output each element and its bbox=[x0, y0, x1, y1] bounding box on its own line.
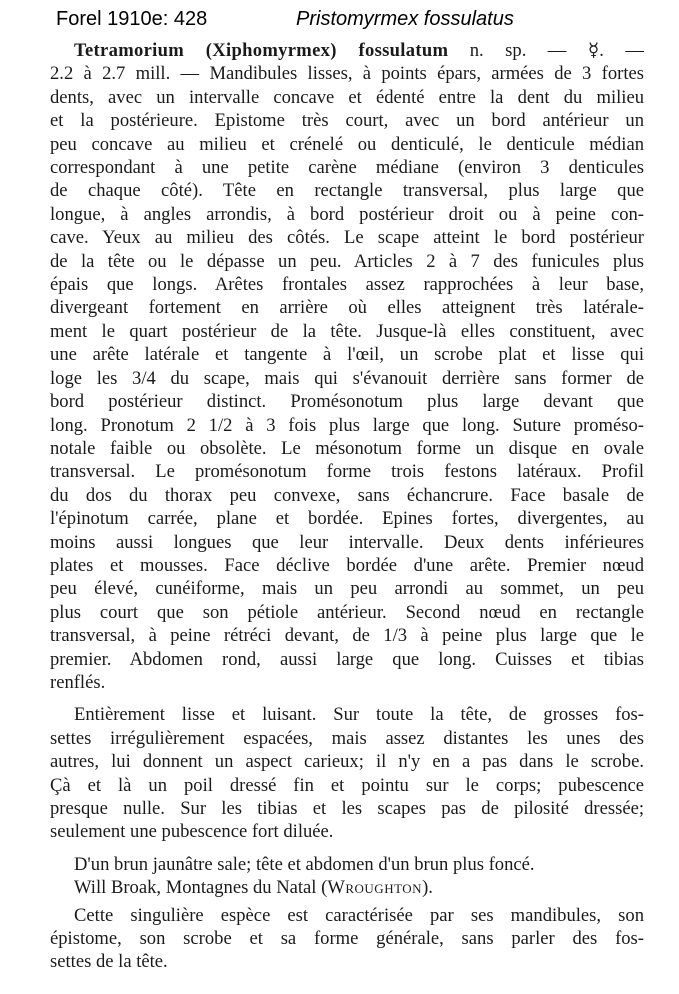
text-line: Entièrement lisse et luisant. Sur toute la tête, de grosses fos- bbox=[74, 704, 644, 726]
text-body bbox=[50, 39, 644, 974]
text-line: transversal, à peine rétréci devant, de 1/3 à peine plus large que le bbox=[50, 625, 644, 647]
text-line: épistome, son scrobe et sa forme générale, sans parler des fos- bbox=[50, 928, 644, 950]
text-line: l'épinotum carrée, plane et bordée. Epines fortes, divergentes, au bbox=[50, 508, 644, 530]
locality-paragraph bbox=[50, 876, 644, 899]
species-name: Pristomyrmex fossulatus bbox=[296, 8, 514, 30]
locality-text: Will Broak, Montagnes du Natal ( bbox=[74, 877, 328, 899]
citation: Forel 1910e: 428 bbox=[56, 8, 208, 30]
locality-close: ). bbox=[422, 877, 433, 899]
text-line: loge les 3/4 du scape, mais qui s'évanouit derrière sans former de bbox=[50, 367, 644, 389]
text-line: settes de la tête. bbox=[50, 951, 168, 973]
text-line: plus court que son pétiole antérieur. Second nœud en rectangle bbox=[50, 601, 644, 623]
text-line: épais que longs. Arêtes frontales assez rapprochées à leur base, bbox=[50, 274, 644, 296]
remark-paragraph bbox=[50, 904, 644, 974]
text-line: de chaque côté). Tête en rectangle transversal, plus large que bbox=[50, 180, 644, 202]
text-line: du dos du thorax peu convexe, sans échancrure. Face basale de bbox=[50, 484, 644, 506]
sculpture-paragraph bbox=[50, 703, 644, 843]
collector-name: Wroughton bbox=[327, 877, 423, 899]
page-header bbox=[56, 8, 639, 34]
text-line: renflés. bbox=[50, 671, 106, 693]
text-line: ment le quart postérieur de la tête. Jusque-là elles constituent, avec bbox=[50, 320, 644, 342]
taxon-status: n. sp. — ☿. — bbox=[448, 40, 644, 61]
text-line: 2.2 à 2.7 mill. — Mandibules lisses, à points épars, armées de 3 fortes bbox=[50, 63, 644, 85]
text-line: Çà et là un poil dressé fin et pointu sur le corps; pubescence bbox=[50, 774, 644, 796]
text-line: transversal. Le promésonotum forme trois festons latéraux. Profil bbox=[50, 461, 644, 483]
text-line: plates et mousses. Face déclive bordée d'une arête. Premier nœud bbox=[50, 554, 644, 576]
text-line: long. Pronotum 2 1/2 à 3 fois plus large que long. Suture promésо- bbox=[50, 414, 644, 436]
text-line: peu élevé, cunéiforme, mais un peu arrondi au sommet, un peu bbox=[50, 578, 644, 600]
text-line: correspondant à une petite carène médiane (environ 3 denticules bbox=[50, 157, 644, 179]
text-line: Cette singulière espèce est caractérisée par ses mandibules, son bbox=[74, 904, 644, 926]
description-paragraph bbox=[50, 62, 644, 694]
text-line: peu concave au milieu et crénelé ou denticulé, le denticule médian bbox=[50, 133, 644, 155]
text-line: moins aussi longues que leur intervalle. Deux dents inférieures bbox=[50, 531, 644, 553]
text-line: une arête latérale et tangente à l'œil, un scrobe plat et lisse qui bbox=[50, 344, 644, 366]
text-line: bord postérieur distinct. Promésonotum plus large devant que bbox=[50, 391, 644, 413]
text-line: et la postérieure. Epistome très court, avec un bord antérieur un bbox=[50, 110, 644, 132]
color-paragraph: D'un brun jaunâtre sale; tête et abdomen d'un brun plus foncé. bbox=[74, 853, 535, 875]
text-line: notale faible ou obsolète. Le mésonotum forme un disque en ovale bbox=[50, 437, 644, 459]
text-line: dents, avec un intervalle concave et édenté entre la dent du milieu bbox=[50, 86, 644, 108]
taxon-title: Tetramorium (Xiphomyrmex) fossulatum bbox=[74, 40, 449, 61]
text-line: premier. Abdomen rond, aussi large que long. Cuisses et tibias bbox=[50, 648, 644, 670]
title-line bbox=[50, 39, 644, 62]
text-line: presque nulle. Sur les tibias et les scapes pas de pilosité dressée; bbox=[50, 798, 644, 819]
text-line: seulement une pubescence fort diluée. bbox=[50, 821, 334, 843]
text-line: de la tête ou le dépasse un peu. Articles 2 à 7 des funicules plus bbox=[50, 250, 644, 272]
text-line: cave. Yeux au milieu des côtés. Le scape atteint le bord postérieur bbox=[50, 227, 644, 249]
text-line: divergeant fortement en arrière où elles atteignent très latérale- bbox=[50, 297, 644, 319]
text-line: autres, lui donnent un aspect carieux; il n'y en a pas dans le scrobe. bbox=[50, 751, 644, 773]
text-line: settes irrégulièrement espacées, mais assez distantes les unes des bbox=[50, 727, 644, 749]
text-line: longue, à angles arrondis, à bord postérieur droit ou à peine con- bbox=[50, 203, 644, 225]
